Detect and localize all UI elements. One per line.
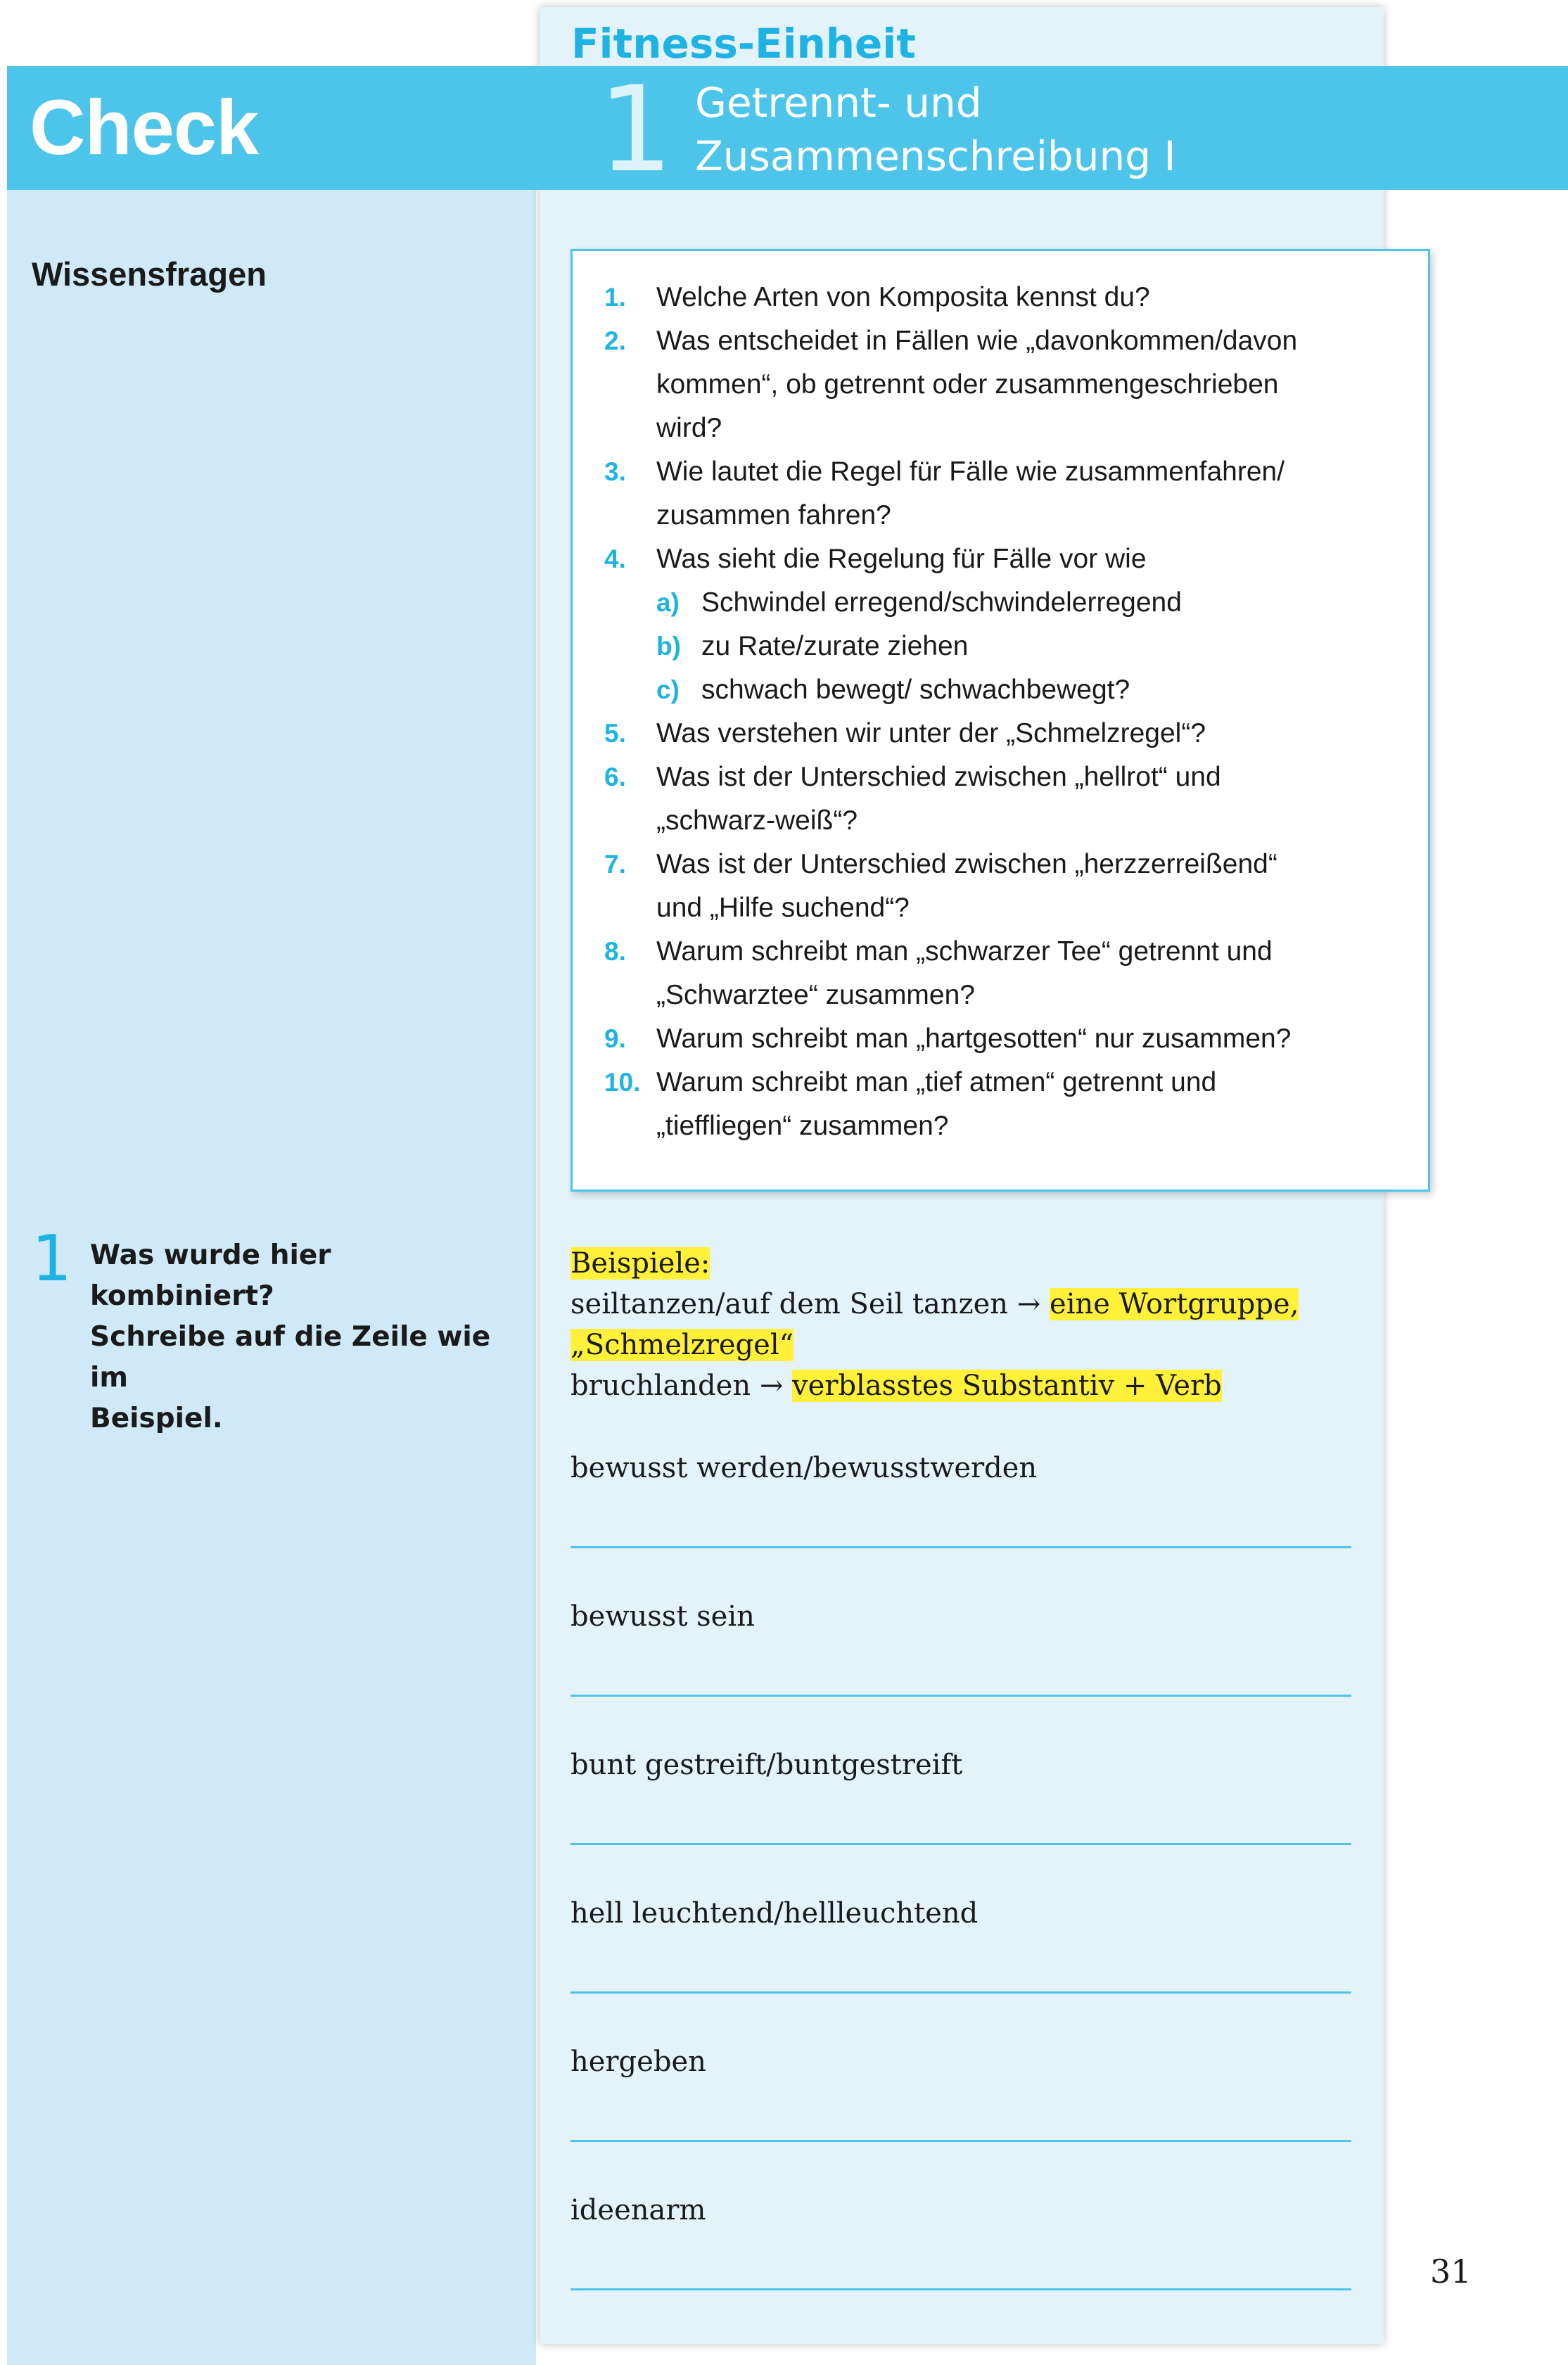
task-instruction-line: Beispiel. xyxy=(90,1403,223,1434)
unit-title-line2: Zusammenschreibung I xyxy=(695,132,1176,180)
answer-line[interactable] xyxy=(571,2288,1351,2290)
subquestion-letter: a) xyxy=(656,588,680,617)
unit-title xyxy=(695,76,1176,183)
question-text: Warum schreibt man „tief atmen“ getrennt und xyxy=(656,1067,1217,1097)
subquestion-text: Schwindel erregend/schwindelerregend xyxy=(701,587,1182,618)
examples-label xyxy=(571,1247,710,1280)
check-label: Check xyxy=(30,84,259,171)
question-number: 4. xyxy=(604,544,626,573)
question-text: Warum schreibt man „schwarzer Tee“ getrennt und xyxy=(656,936,1273,967)
example-term: bruchlanden xyxy=(571,1370,751,1402)
question-number: 8. xyxy=(604,937,626,966)
question-number: 2. xyxy=(604,326,626,355)
examples-label-text: Beispiele: xyxy=(571,1247,710,1280)
exercise-item: bewusst werden/bewusstwerden xyxy=(571,1452,1038,1484)
question-number: 6. xyxy=(604,763,626,791)
task-number: 1 xyxy=(32,1222,72,1296)
question-number: 10. xyxy=(604,1068,641,1097)
question-text: Was sieht die Regelung für Fälle vor wie xyxy=(656,544,1147,574)
series-label: Fitness-Einheit xyxy=(571,20,916,68)
exercise-item: bunt gestreift/buntgestreift xyxy=(571,1749,963,1781)
question-text: „tieffliegen“ zusammen? xyxy=(656,1111,949,1141)
question-text: zusammen fahren? xyxy=(656,500,891,530)
arrow-icon: → xyxy=(1016,1288,1041,1320)
exercise-item: ideenarm xyxy=(571,2194,706,2226)
question-number: 1. xyxy=(604,283,626,312)
question-number: 5. xyxy=(604,719,626,748)
question-text: kommen“, ob getrennt oder zusammengeschrieben xyxy=(656,369,1279,400)
question-text: Wie lautet die Regel für Fälle wie zusammenfahren/ xyxy=(656,457,1285,487)
exercise-item: bewusst sein xyxy=(571,1600,755,1633)
example-term: seiltanzen/auf dem Seil tanzen xyxy=(571,1288,1009,1320)
questions-box xyxy=(571,249,1430,1192)
question-text: Was ist der Unterschied zwischen „herzzerreißend“ xyxy=(656,849,1277,879)
example-1 xyxy=(571,1288,1299,1320)
arrow-icon: → xyxy=(759,1370,784,1402)
question-text: Warum schreibt man „hartgesotten“ nur zusammen? xyxy=(656,1024,1292,1054)
example-answer: „Schmelzregel“ xyxy=(571,1329,794,1361)
subquestion-text: zu Rate/zurate ziehen xyxy=(701,631,969,661)
exercise-item: hergeben xyxy=(571,2046,706,2078)
question-text: Was ist der Unterschied zwischen „hellrot“ und xyxy=(656,762,1221,792)
task-instruction-line: Was wurde hier kombiniert? xyxy=(90,1239,331,1312)
question-text: und „Hilfe suchend“? xyxy=(656,893,910,923)
question-text: Was entscheidet in Fällen wie „davonkommen/davon xyxy=(656,326,1298,356)
question-number: 9. xyxy=(604,1024,626,1053)
answer-line[interactable] xyxy=(571,1843,1351,1845)
subquestion-letter: b) xyxy=(656,632,681,661)
task-instruction xyxy=(90,1235,512,1439)
answer-line[interactable] xyxy=(571,2140,1351,2142)
question-text: „schwarz-weiß“? xyxy=(656,805,858,836)
example-answer: verblasstes Substantiv + Verb xyxy=(792,1370,1222,1402)
example-1-continued xyxy=(571,1329,793,1361)
question-text: wird? xyxy=(656,413,722,443)
subquestion-text: schwach bewegt/ schwachbewegt? xyxy=(701,675,1130,705)
task-instruction-line: Schreibe auf die Zeile wie im xyxy=(90,1321,491,1394)
question-text: Was verstehen wir unter der „Schmelzregel“? xyxy=(656,718,1206,748)
page-number: 31 xyxy=(1430,2252,1472,2290)
knowledge-heading: Wissensfragen xyxy=(32,255,267,293)
question-text: „Schwarztee“ zusammen? xyxy=(656,980,975,1010)
question-number: 3. xyxy=(604,457,626,486)
example-2 xyxy=(571,1370,1222,1402)
answer-line[interactable] xyxy=(571,1695,1351,1697)
example-answer: eine Wortgruppe, xyxy=(1050,1288,1299,1320)
answer-line[interactable] xyxy=(571,1991,1351,1994)
unit-number: 1 xyxy=(598,60,673,198)
exercise-item: hell leuchtend/hellleuchtend xyxy=(571,1897,979,1930)
answer-line[interactable] xyxy=(571,1546,1351,1548)
subquestion-letter: c) xyxy=(656,675,680,704)
question-text: Welche Arten von Komposita kennst du? xyxy=(656,282,1150,312)
question-number: 7. xyxy=(604,850,626,879)
unit-title-line1: Getrennt- und xyxy=(695,79,982,127)
